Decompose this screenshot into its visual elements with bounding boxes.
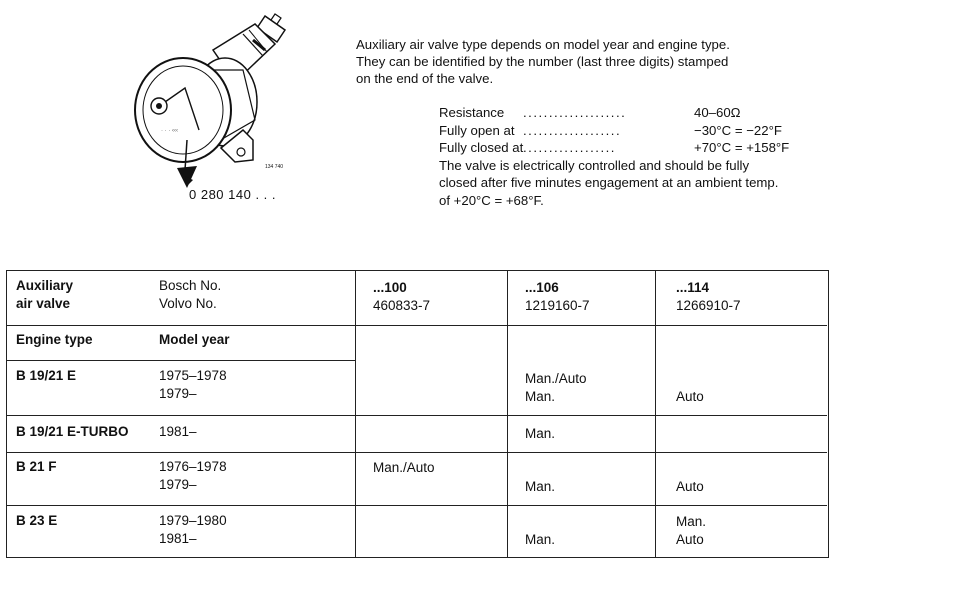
row-model-years [159,458,227,494]
transmission: Man. [676,514,707,529]
header-variant-106 [525,279,590,315]
header-line: Auxiliary [16,278,74,293]
variant-volvo-number: 460833-7 [373,298,431,313]
valve-specifications [439,104,839,209]
model-year: 1979–1980 [159,513,227,528]
header-line: Bosch No. [159,278,222,293]
spec-leader: ................... [523,122,622,138]
table-rule [7,505,827,506]
transmission: Man./Auto [525,371,587,386]
row-model-years [159,367,227,403]
model-year: 1979– [159,386,197,401]
note-line: of +20°C = +68°F. [439,192,544,208]
row-variant-114: Auto [676,389,704,404]
subheader-engine-type: Engine type [16,332,93,347]
valve-part-number: 0 280 140 . . . [189,187,277,202]
variant-code: ...106 [525,280,559,295]
spec-value: +70°C = +158°F [694,140,790,155]
valve-note [439,157,839,210]
note-line: The valve is electrically controlled and should be fully [439,157,750,173]
intro-line: They can be identified by the number (last three digits) stamped [356,54,729,69]
header-line: air valve [16,296,71,311]
header-variant-100 [373,279,430,315]
row-variant-106: Man. [525,479,556,494]
row-engine: B 19/21 E [16,368,77,383]
spec-fully-open [439,122,839,140]
table-rule [7,360,355,361]
table-rule [7,325,827,326]
row-engine: B 21 F [16,459,57,474]
row-variant-100: Man./Auto [373,460,435,475]
variant-code: ...114 [676,280,710,295]
spec-value: 40–60Ω [694,105,741,120]
table-rule [507,271,508,557]
header-number-label [159,277,221,313]
spec-label: Fully open at [439,122,515,138]
table-rule [7,452,827,453]
spec-leader: .................. [523,140,616,155]
model-year: 1976–1978 [159,459,227,474]
model-year: 1975–1978 [159,368,227,383]
valve-illustration [125,10,310,215]
spec-label: Resistance [439,105,505,120]
row-model-years [159,512,227,548]
row-variant-106: Man. [525,532,556,547]
note-line: closed after five minutes engagement at an ambient temp. [439,175,779,190]
spec-fully-closed [439,139,839,157]
transmission: Man. [525,389,556,404]
table-rule [355,271,356,557]
variant-volvo-number: 1266910-7 [676,298,741,313]
subheader-model-year: Model year [159,332,230,347]
variant-volvo-number: 1219160-7 [525,298,590,313]
header-valve-label [16,277,73,313]
row-model-year: 1981– [159,424,197,439]
row-variant-114: Auto [676,479,704,494]
variant-code: ...100 [373,280,407,295]
spec-value: −30°C = −22°F [694,122,782,138]
intro-line: on the end of the valve. [356,71,494,86]
figure-number: 134 740 [265,164,284,170]
spec-label: Fully closed at [439,140,524,155]
table-rule [655,271,656,557]
svg-text:· · · ‹‹‹: · · · ‹‹‹ [161,128,178,134]
row-engine: B 19/21 E-TURBO [16,424,129,439]
header-line: Volvo No. [159,296,217,311]
intro-text [356,36,826,87]
spec-resistance [439,104,839,122]
spec-leader: .................... [523,105,627,120]
transmission: Auto [676,532,704,547]
header-variant-114 [676,279,741,315]
intro-line: Auxiliary air valve type depends on model year and engine type. [356,37,730,52]
row-variant-106: Man. [525,426,556,441]
table-rule [7,415,827,416]
valve-drawing [125,10,310,215]
valve-application-table [6,270,829,558]
model-year: 1979– [159,477,197,492]
row-engine: B 23 E [16,513,58,528]
row-variant-106 [525,370,587,406]
row-variant-114 [676,513,706,549]
model-year: 1981– [159,531,197,546]
